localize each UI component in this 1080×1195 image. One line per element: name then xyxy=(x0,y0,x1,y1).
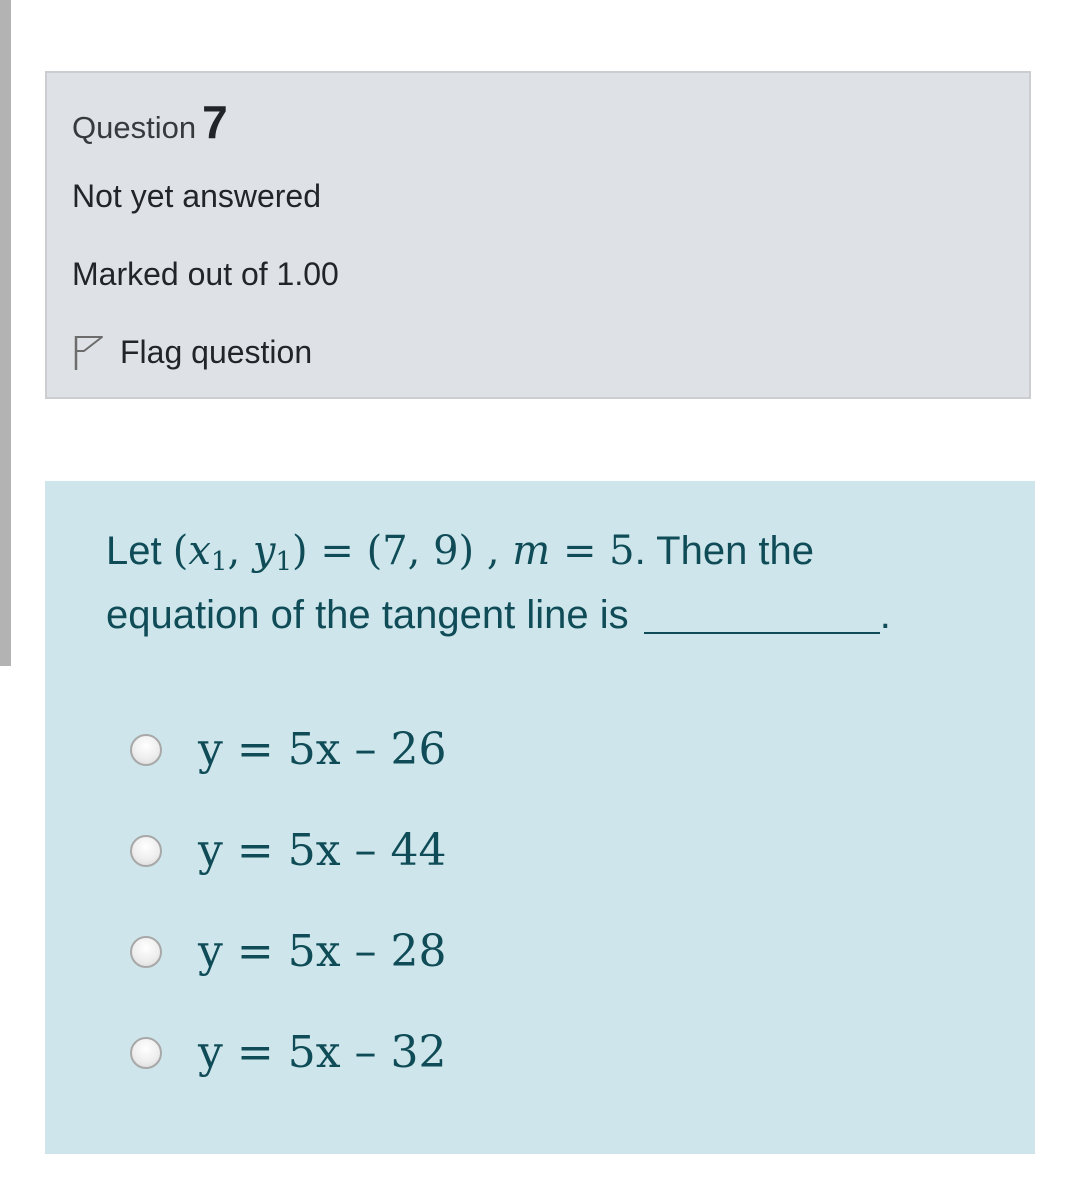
answer-option-a[interactable] xyxy=(130,699,446,800)
question-content-panel xyxy=(45,481,1035,1154)
y-var: y xyxy=(252,528,276,574)
radio-button[interactable] xyxy=(130,835,162,867)
flag-question-link[interactable] xyxy=(72,332,312,372)
answer-blank xyxy=(644,588,880,634)
answer-option-d[interactable] xyxy=(130,1002,446,1103)
radio-button[interactable] xyxy=(130,734,162,766)
x-var: x xyxy=(188,528,211,574)
point-value: = (7, 9) , xyxy=(307,528,513,574)
flag-icon xyxy=(72,332,106,372)
left-scrollbar[interactable] xyxy=(0,0,11,666)
x-sub: 1 xyxy=(210,547,228,577)
question-number: 7 xyxy=(202,96,228,148)
flag-question-label: Flag question xyxy=(120,333,313,370)
let-word: Let xyxy=(106,529,162,573)
question-text xyxy=(106,519,986,647)
slope-var: m xyxy=(512,528,551,574)
then-text: . Then the xyxy=(634,529,815,573)
answer-label: y = 5x – 26 xyxy=(198,724,447,775)
question-line2: equation of the tangent line is xyxy=(106,593,640,637)
question-grade: Marked out of 1.00 xyxy=(72,256,339,292)
answer-option-c[interactable] xyxy=(130,901,446,1002)
question-state: Not yet answered xyxy=(72,178,322,214)
radio-button[interactable] xyxy=(130,936,162,968)
point-math: ($x_1$, $y_1) = (7$, 9) , m = 5 xyxy=(172,528,635,577)
answer-option-b[interactable] xyxy=(130,800,446,901)
question-info-panel xyxy=(45,71,1031,399)
answer-label: y = 5x – 32 xyxy=(198,1027,447,1078)
answer-options xyxy=(130,699,446,1103)
radio-button[interactable] xyxy=(130,1037,162,1069)
answer-label: y = 5x – 44 xyxy=(198,825,447,876)
slope-value: = 5 xyxy=(550,528,635,574)
question-number-heading xyxy=(72,95,228,149)
question-word: Question xyxy=(72,110,197,145)
answer-label: y = 5x – 28 xyxy=(198,926,447,977)
end-period: . xyxy=(879,593,891,637)
y-sub: 1 xyxy=(275,547,293,577)
